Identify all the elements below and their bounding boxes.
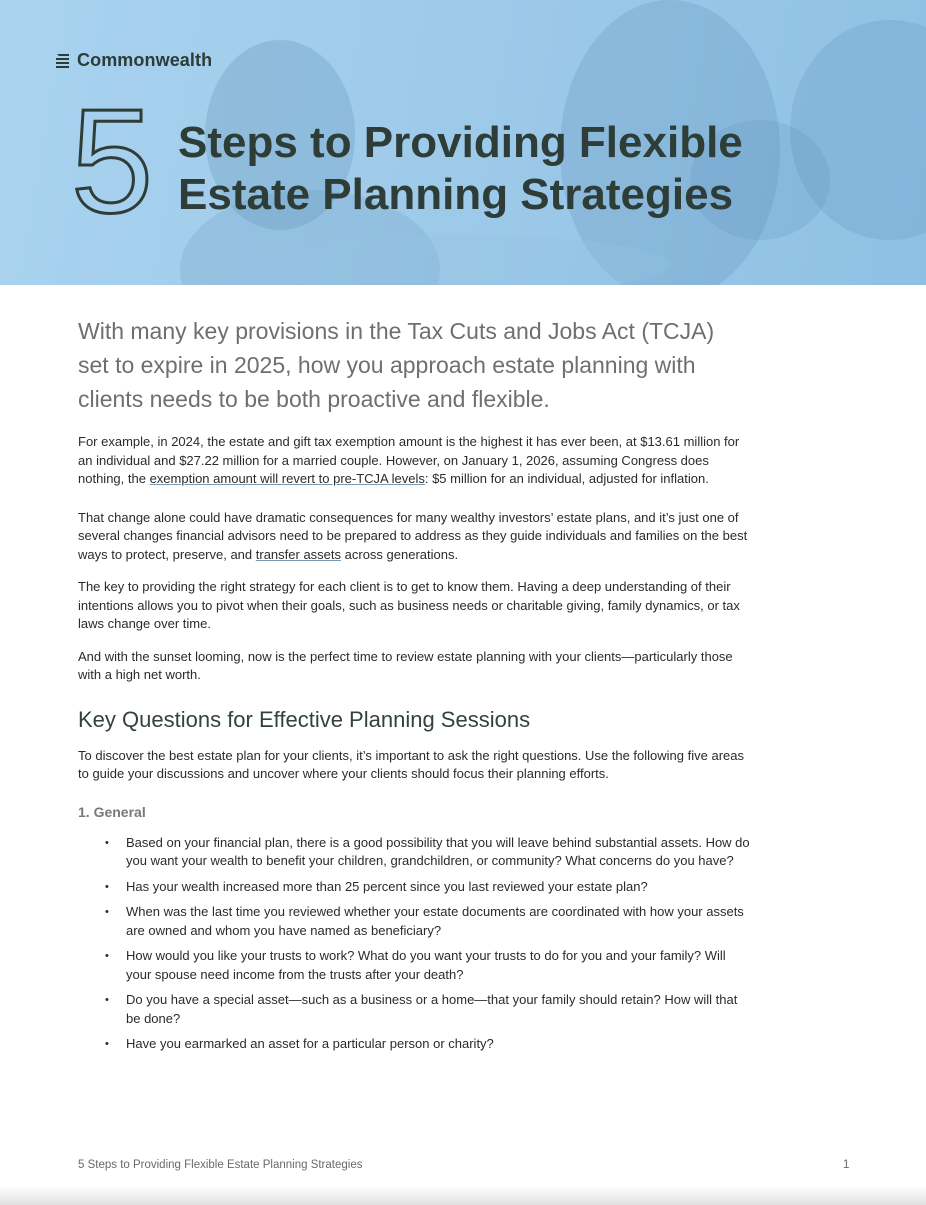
hero-banner [0, 0, 926, 285]
footer-page-number: 1 [843, 1159, 850, 1171]
list-item: • Do you have a special asset—such as a business or a home—that your family should retain? How will that be done? [105, 992, 738, 1026]
article-body [78, 314, 750, 1061]
brand-logo[interactable] [55, 50, 212, 71]
paragraph-know-clients: The key to providing the right strategy for each client is to get to know them. Having a deep understanding of their intentions allows you to pivot when their goals, such as business needs or charitable giving, family dynamics, or tax laws change over time. [78, 579, 740, 631]
section-intro: To discover the best estate plan for your clients, it’s important to ask the right questions. Use the following five areas to guide your discussions and uncover where your clients should focus their planning efforts. [78, 747, 744, 781]
step-count-number: 5 [70, 79, 154, 244]
list-item: • Have you earmarked an asset for a particular person or charity? [126, 1035, 750, 1054]
list-item: • Based on your financial plan, there is a good possibility that you will leave behind substantial assets. How do you want your wealth to benefit your children, grandchildren, or community? What concerns do you have? [105, 834, 750, 868]
paragraph-consequences: That change alone could have dramatic consequences for many wealthy investors’ estate plans, and it’s just one of several changes financial advisors need to be prepared to address as they guide individuals and families on the best ways to protect, preserve, and transfer assets across generations. [78, 509, 748, 562]
section-heading: Key Questions for Effective Planning Sessions [78, 706, 531, 732]
paragraph-sunset: And with the sunset looming, now is the perfect time to review estate planning with your clients—particularly those with a high net worth. [78, 648, 733, 682]
bullet-icon: • [105, 1038, 109, 1050]
bullet-icon: • [105, 836, 109, 849]
exemption-revert-link[interactable]: exemption amount will revert to pre-TCJA levels [149, 471, 425, 486]
bullet-icon: • [105, 950, 109, 962]
list-item: • When was the last time you reviewed whether your estate documents are coordinated with how your assets are owned and whom you have named as beneficiary? [105, 904, 744, 938]
bullet-icon: • [105, 880, 109, 893]
title-line-1: Steps to Providing Flexible [178, 118, 743, 167]
lead-paragraph: With many key provisions in the Tax Cuts and Jobs Act (TCJA) set to expire in 2025, how you approach estate planning with clients needs to be both proactive and flexible. [78, 318, 715, 412]
list-item: • How would you like your trusts to work? What do you want your trusts to do for you and your family? Will your spouse need income from the trusts after your death? [105, 948, 726, 982]
list-item: • Has your wealth increased more than 25 percent since you last reviewed your estate plan? [126, 878, 750, 897]
transfer-assets-link[interactable]: transfer assets [255, 546, 342, 562]
brand-name: Commonwealth [77, 50, 213, 70]
title-line-2: Estate Planning Strategies [178, 170, 734, 219]
page-title [178, 117, 818, 221]
bullet-icon: • [105, 994, 109, 1006]
question-list [78, 834, 750, 1054]
paragraph-exemption: For example, in 2024, the estate and gift tax exemption amount is the highest it has ever been, at $13.61 million for an individual and $27.22 million for a married couple. However, on January 1, 2026, assuming Congress does nothing, the exemption amount will revert to pre-TCJA levels: $5 million for an individual, adjusted for inflation. [78, 434, 740, 486]
subheading-general: 1. General [78, 803, 146, 820]
footer-document-title: 5 Steps to Providing Flexible Estate Planning Strategies [78, 1159, 363, 1171]
page-edge-shadow [0, 1186, 926, 1205]
commonwealth-logo-icon [55, 53, 70, 68]
bullet-icon: • [105, 906, 109, 918]
